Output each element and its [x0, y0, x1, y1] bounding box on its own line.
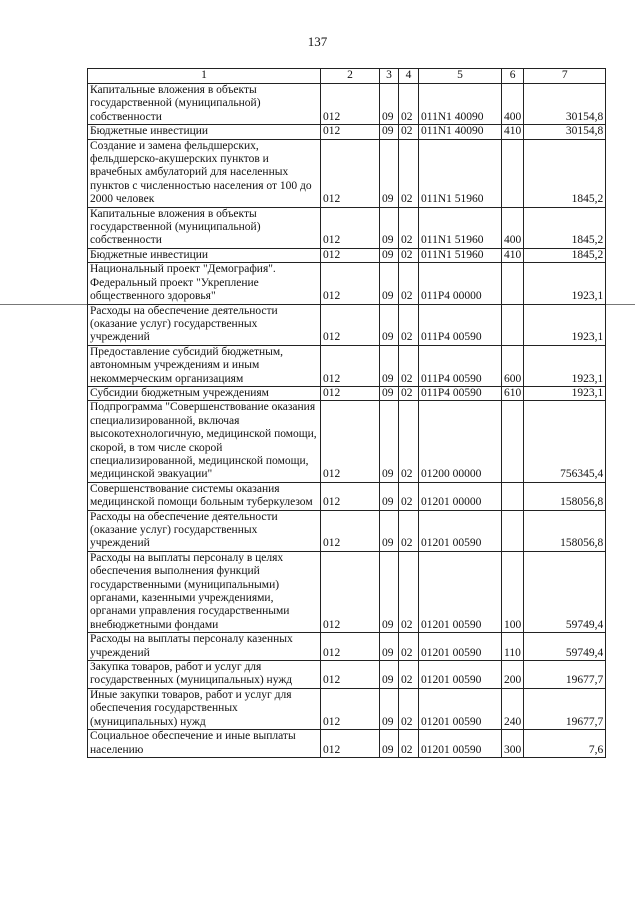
table-row [88, 510, 606, 551]
department-code-cell: 012 [321, 345, 380, 386]
section-code-cell: 09 [380, 482, 399, 510]
department-code-cell: 012 [321, 510, 380, 551]
expense-name-cell: Совершенствование системы оказания медицинской помощи больным туберкулезом [88, 482, 321, 510]
expense-name-cell: Создание и замена фельдшерских, фельдшерско-акушерских пунктов и врачебных амбулаторий для населенных пунктов с численностью населения от 100 до 2000 человек [88, 139, 321, 207]
target-article-cell: 01201 00590 [419, 551, 502, 632]
subsection-code-cell: 02 [399, 125, 419, 139]
amount-cell: 756345,4 [524, 401, 606, 482]
expense-name-cell: Капитальные вложения в объекты государственной (муниципальной) собственности [88, 84, 321, 125]
expense-type-cell: 400 [502, 207, 524, 248]
target-article-cell: 01201 00590 [419, 688, 502, 729]
amount-cell: 7,6 [524, 730, 606, 758]
department-code-cell: 012 [321, 263, 380, 304]
subsection-code-cell: 02 [399, 482, 419, 510]
column-header: 2 [321, 69, 380, 84]
amount-cell: 158056,8 [524, 510, 606, 551]
column-header: 7 [524, 69, 606, 84]
subsection-code-cell: 02 [399, 248, 419, 262]
table-row [88, 688, 606, 729]
department-code-cell: 012 [321, 248, 380, 262]
target-article-cell: 01201 00590 [419, 633, 502, 661]
section-code-cell: 09 [380, 139, 399, 207]
department-code-cell: 012 [321, 730, 380, 758]
department-code-cell: 012 [321, 401, 380, 482]
expense-type-cell: 300 [502, 730, 524, 758]
target-article-cell: 01201 00590 [419, 730, 502, 758]
table-row [88, 633, 606, 661]
expense-type-cell [502, 139, 524, 207]
table-row [88, 730, 606, 758]
amount-cell: 1923,1 [524, 304, 606, 345]
column-header: 1 [88, 69, 321, 84]
subsection-code-cell: 02 [399, 207, 419, 248]
amount-cell: 59749,4 [524, 633, 606, 661]
department-code-cell: 012 [321, 84, 380, 125]
expense-name-cell: Расходы на обеспечение деятельности (оказание услуг) государственных учреждений [88, 304, 321, 345]
table-row [88, 661, 606, 689]
target-article-cell: 011N1 51960 [419, 248, 502, 262]
expense-name-cell: Расходы на выплаты персоналу казенных учреждений [88, 633, 321, 661]
department-code-cell: 012 [321, 551, 380, 632]
section-code-cell: 09 [380, 125, 399, 139]
target-article-cell: 01201 00590 [419, 661, 502, 689]
expense-type-cell [502, 401, 524, 482]
subsection-code-cell: 02 [399, 263, 419, 304]
expense-type-cell [502, 304, 524, 345]
section-code-cell: 09 [380, 688, 399, 729]
target-article-cell: 011N1 51960 [419, 139, 502, 207]
department-code-cell: 012 [321, 304, 380, 345]
section-code-cell: 09 [380, 345, 399, 386]
subsection-code-cell: 02 [399, 386, 419, 400]
expense-type-cell: 400 [502, 84, 524, 125]
expense-name-cell: Иные закупки товаров, работ и услуг для обеспечения государственных (муниципальных) нужд [88, 688, 321, 729]
section-code-cell: 09 [380, 401, 399, 482]
expense-name-cell: Закупка товаров, работ и услуг для государственных (муниципальных) нужд [88, 661, 321, 689]
subsection-code-cell: 02 [399, 551, 419, 632]
expense-name-cell: Бюджетные инвестиции [88, 248, 321, 262]
expense-type-cell: 110 [502, 633, 524, 661]
target-article-cell: 011N1 51960 [419, 207, 502, 248]
subsection-code-cell: 02 [399, 661, 419, 689]
table-row [88, 482, 606, 510]
expense-name-cell: Подпрограмма "Совершенствование оказания специализированной, включая высокотехнологичную, медицинской помощи, скорой, в том числе скорой специализированной, медицинской помощи, медицинской эвакуации" [88, 401, 321, 482]
amount-cell: 1923,1 [524, 263, 606, 304]
table-row [88, 248, 606, 262]
section-code-cell: 09 [380, 207, 399, 248]
subsection-code-cell: 02 [399, 139, 419, 207]
department-code-cell: 012 [321, 139, 380, 207]
expense-type-cell: 200 [502, 661, 524, 689]
expense-name-cell: Бюджетные инвестиции [88, 125, 321, 139]
section-code-cell: 09 [380, 84, 399, 125]
subsection-code-cell: 02 [399, 345, 419, 386]
table-row [88, 125, 606, 139]
department-code-cell: 012 [321, 482, 380, 510]
expense-name-cell: Расходы на обеспечение деятельности (оказание услуг) государственных учреждений [88, 510, 321, 551]
expense-type-cell: 600 [502, 345, 524, 386]
target-article-cell: 011P4 00000 [419, 263, 502, 304]
section-code-cell: 09 [380, 661, 399, 689]
target-article-cell: 011P4 00590 [419, 386, 502, 400]
amount-cell: 19677,7 [524, 661, 606, 689]
amount-cell: 1845,2 [524, 139, 606, 207]
expense-type-cell [502, 482, 524, 510]
amount-cell: 1923,1 [524, 345, 606, 386]
subsection-code-cell: 02 [399, 730, 419, 758]
expense-type-cell [502, 263, 524, 304]
section-code-cell: 09 [380, 263, 399, 304]
expense-type-cell: 100 [502, 551, 524, 632]
expense-type-cell [502, 510, 524, 551]
table-row [88, 401, 606, 482]
section-code-cell: 09 [380, 551, 399, 632]
budget-table [87, 68, 606, 758]
expense-type-cell: 410 [502, 125, 524, 139]
subsection-code-cell: 02 [399, 401, 419, 482]
target-article-cell: 01201 00590 [419, 510, 502, 551]
amount-cell: 19677,7 [524, 688, 606, 729]
amount-cell: 30154,8 [524, 125, 606, 139]
department-code-cell: 012 [321, 688, 380, 729]
subsection-code-cell: 02 [399, 510, 419, 551]
target-article-cell: 011N1 40090 [419, 125, 502, 139]
expense-name-cell: Расходы на выплаты персоналу в целях обеспечения выполнения функций государственными (муниципальными) органами, казенными учреждениями, органами управления государственными внебюджетными фондами [88, 551, 321, 632]
expense-type-cell: 240 [502, 688, 524, 729]
expense-name-cell: Субсидии бюджетным учреждениям [88, 386, 321, 400]
column-header: 3 [380, 69, 399, 84]
table-row [88, 139, 606, 207]
table-header-row [88, 69, 606, 84]
budget-table-body [88, 69, 606, 758]
department-code-cell: 012 [321, 125, 380, 139]
table-row [88, 263, 606, 304]
department-code-cell: 012 [321, 386, 380, 400]
department-code-cell: 012 [321, 633, 380, 661]
department-code-cell: 012 [321, 207, 380, 248]
table-row [88, 386, 606, 400]
page-number: 137 [307, 34, 328, 49]
column-header: 6 [502, 69, 524, 84]
amount-cell: 30154,8 [524, 84, 606, 125]
subsection-code-cell: 02 [399, 304, 419, 345]
target-article-cell: 011P4 00590 [419, 304, 502, 345]
table-row [88, 207, 606, 248]
amount-cell: 1845,2 [524, 207, 606, 248]
scan-line-left [0, 304, 87, 305]
column-header: 5 [419, 69, 502, 84]
scan-line-right [604, 304, 635, 305]
section-code-cell: 09 [380, 304, 399, 345]
table-row [88, 551, 606, 632]
amount-cell: 158056,8 [524, 482, 606, 510]
target-article-cell: 01201 00000 [419, 482, 502, 510]
amount-cell: 1923,1 [524, 386, 606, 400]
section-code-cell: 09 [380, 633, 399, 661]
section-code-cell: 09 [380, 248, 399, 262]
section-code-cell: 09 [380, 510, 399, 551]
expense-name-cell: Капитальные вложения в объекты государственной (муниципальной) собственности [88, 207, 321, 248]
column-header: 4 [399, 69, 419, 84]
amount-cell: 59749,4 [524, 551, 606, 632]
target-article-cell: 01200 00000 [419, 401, 502, 482]
target-article-cell: 011N1 40090 [419, 84, 502, 125]
table-row [88, 304, 606, 345]
subsection-code-cell: 02 [399, 688, 419, 729]
expense-name-cell: Национальный проект "Демография". Федеральный проект "Укрепление общественного здоровья" [88, 263, 321, 304]
department-code-cell: 012 [321, 661, 380, 689]
expense-name-cell: Предоставление субсидий бюджетным, автономным учреждениям и иным некоммерческим организациям [88, 345, 321, 386]
subsection-code-cell: 02 [399, 633, 419, 661]
section-code-cell: 09 [380, 730, 399, 758]
table-row [88, 84, 606, 125]
expense-name-cell: Социальное обеспечение и иные выплаты населению [88, 730, 321, 758]
subsection-code-cell: 02 [399, 84, 419, 125]
table-row [88, 345, 606, 386]
amount-cell: 1845,2 [524, 248, 606, 262]
expense-type-cell: 610 [502, 386, 524, 400]
expense-type-cell: 410 [502, 248, 524, 262]
target-article-cell: 011P4 00590 [419, 345, 502, 386]
section-code-cell: 09 [380, 386, 399, 400]
